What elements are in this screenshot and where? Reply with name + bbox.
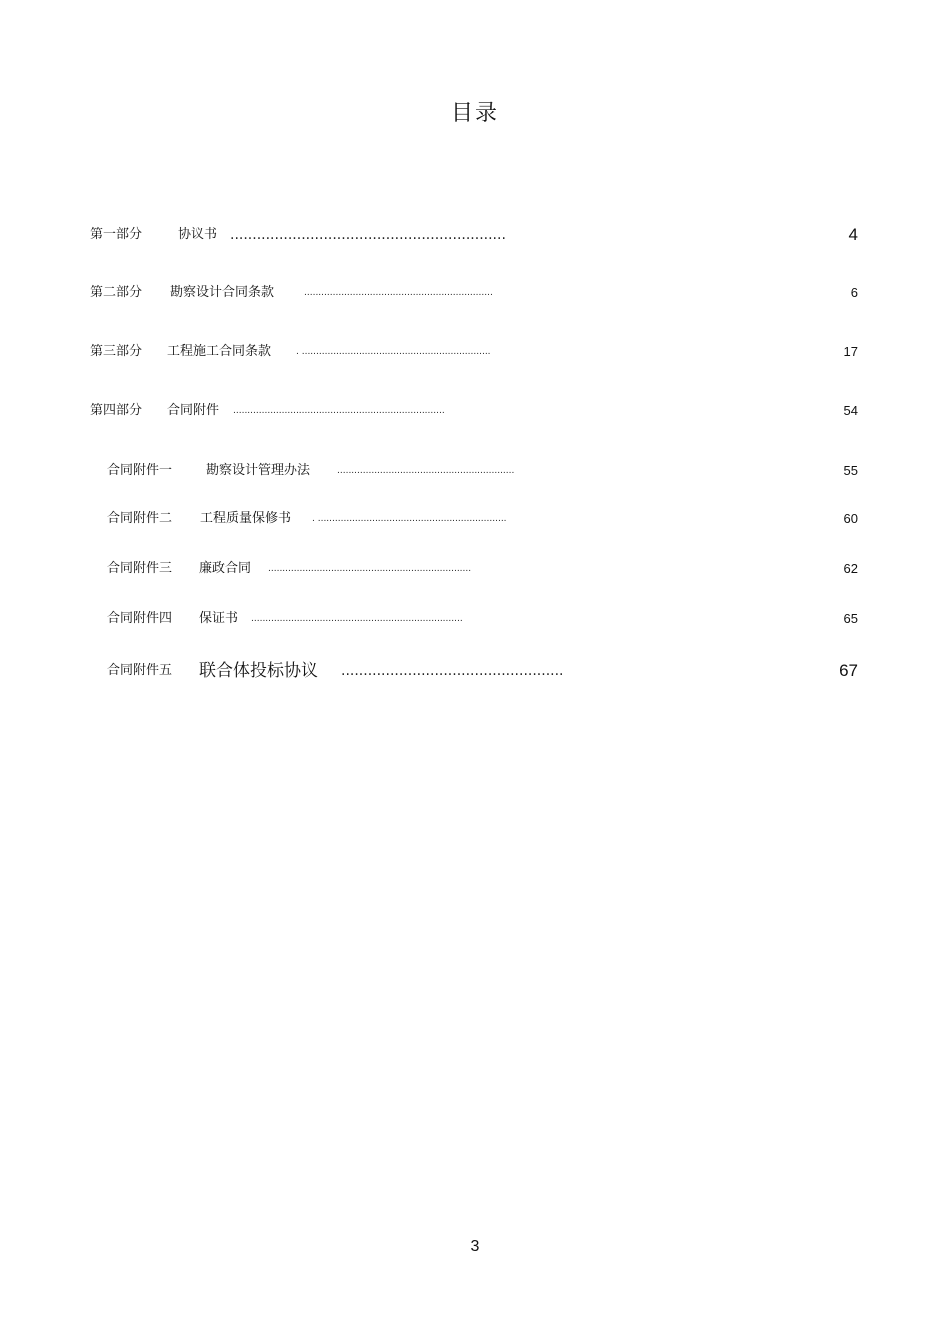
toc-entry-page: 4 xyxy=(848,225,858,244)
toc-entry-page: 55 xyxy=(843,463,858,478)
toc-entry-part: 合同附件五 xyxy=(107,663,173,678)
toc-entry-name: 协议书 xyxy=(178,227,218,242)
toc-entry-part: 第二部分 xyxy=(90,285,143,300)
toc-title: 目录 xyxy=(450,101,499,126)
toc-entry[interactable] xyxy=(107,459,858,483)
toc-entry-page: 54 xyxy=(843,403,858,418)
toc-entry-name: 廉政合同 xyxy=(199,561,252,576)
toc-entry-part: 第一部分 xyxy=(90,227,143,242)
toc-entry[interactable] xyxy=(90,281,858,305)
toc-entry[interactable] xyxy=(90,399,858,423)
toc-entry-leader: .......................................................................... xyxy=(233,406,445,416)
toc-entry-page: 65 xyxy=(843,611,858,626)
toc-entry-page: 6 xyxy=(850,285,858,300)
toc-entry-page: 62 xyxy=(843,561,858,576)
toc-entry-page: 17 xyxy=(843,344,858,359)
toc-entry-name: 保证书 xyxy=(199,611,239,626)
toc-entry-leader: .............................................................. xyxy=(230,227,506,243)
toc-entry-leader: .............................................................. xyxy=(337,466,515,476)
toc-entry-name: 勘察设计合同条款 xyxy=(170,285,275,300)
toc-entry-part: 第四部分 xyxy=(90,403,143,418)
toc-entry-name: 联合体投标协议 xyxy=(199,661,318,681)
toc-entry-name: 工程质量保修书 xyxy=(200,511,292,526)
toc-entry-page: 60 xyxy=(843,511,858,526)
toc-entry[interactable] xyxy=(90,340,858,364)
toc-entry-leader: . .................................................................. xyxy=(312,514,507,524)
toc-entry[interactable] xyxy=(107,507,858,531)
toc-entry-page: 67 xyxy=(839,661,858,680)
toc-entry-leader: .......................................................................... xyxy=(251,614,463,624)
toc-entry[interactable] xyxy=(90,223,858,247)
toc-entry-part: 第三部分 xyxy=(90,344,143,359)
toc-entry[interactable] xyxy=(107,557,858,581)
toc-entry-name: 勘察设计管理办法 xyxy=(206,463,311,478)
toc-entry-part: 合同附件四 xyxy=(107,611,173,626)
toc-entry-name: 工程施工合同条款 xyxy=(167,344,272,359)
toc-entry-name: 合同附件 xyxy=(167,403,220,418)
toc-entry-part: 合同附件一 xyxy=(107,463,173,478)
toc-entry[interactable] xyxy=(107,607,858,631)
toc-entry-leader: . .................................................................. xyxy=(296,347,491,357)
toc-entry-leader: .................................................................. xyxy=(304,288,493,298)
toc-entry-leader: .................................................. xyxy=(341,663,564,679)
page-number: 3 xyxy=(470,1238,480,1255)
toc-entry[interactable] xyxy=(107,659,858,683)
toc-entry-part: 合同附件三 xyxy=(107,561,173,576)
toc-entry-leader: ....................................................................... xyxy=(268,564,472,574)
toc-entry-part: 合同附件二 xyxy=(107,511,173,526)
